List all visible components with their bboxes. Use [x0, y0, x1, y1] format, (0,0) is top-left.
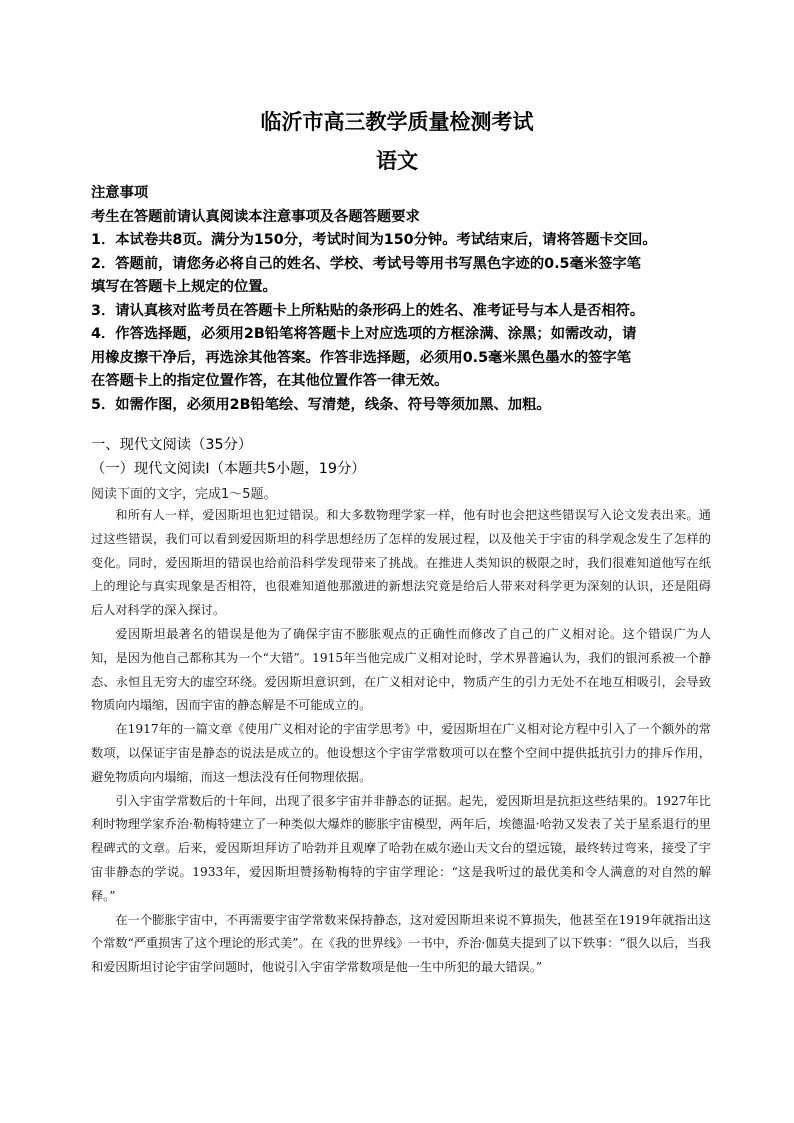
subsection-heading: （一）现代文阅读Ⅰ（本题共5小题，19分）	[91, 461, 366, 477]
notice-heading: 注意事项	[91, 185, 149, 201]
notice-line: 4．作答选择题，必须用2B铅笔将答题卡上对应选项的方框涂满、涂黑；如需改动，请	[91, 326, 637, 342]
notice-line: 填写在答题卡上规定的位置。	[91, 279, 277, 295]
notice-block	[91, 182, 719, 417]
page-title: 临沂市高三教学质量检测考试	[260, 110, 534, 134]
article-paragraph: 爱因斯坦最著名的错误是他为了确保宇宙不膨胀观点的正确性而修改了自己的广义相对论。这个错误广为人知，是因为他自己都称其为一个“大错”。1915年当他完成广义相对论时，学术界普遍认为，我们的银河系被一个静态、永恒且无穷大的虚空环绕。爱因斯坦意识到，在广义相对论中，物质产生的引力无处不在地互相吸引，会导致物质向内塌缩，因而宇宙的静态解是不可能成立的。	[91, 626, 711, 713]
article-paragraph: 在一个膨胀宇宙中，不再需要宇宙学常数来保持静态，这对爱因斯坦来说不算损失，他甚至在1919年就指出这个常数“严重损害了这个理论的形式美”。在《我的世界线》一书中，乔治·伽莫夫提到了以下轶事：“很久以后，当我和爱因斯坦讨论宇宙学问题时，他说引入宇宙学常数项是他一生中所犯的最大错误。”	[91, 912, 711, 975]
notice-line: 在答题卡上的指定位置作答，在其他位置作答一律无效。	[91, 373, 449, 389]
subject-title: 语文	[376, 149, 418, 173]
notice-line: 用橡皮擦干净后，再选涂其他答案。作答非选择题，必须用0.5毫米黑色墨水的签字笔	[91, 349, 632, 366]
article-paragraph: 和所有人一样，爱因斯坦也犯过错误。和大多数物理学家一样，他有时也会把这些错误写入论文发表出来。通过这些错误，我们可以看到爱因斯坦的科学思想经历了怎样的发展过程，以及他关于宇宙的科学观念发生了怎样的变化。同时，爱因斯坦的错误也给前沿科学发现带来了挑战。在推进人类知识的极限之时，我们很难知道他写在纸上的理论与真实现象是否相符，也很难知道他那激进的新想法究竟是给后人带来对科学更为深刻的认识，还是阻碍后人对科学的深入探讨。	[91, 508, 711, 618]
section-heading: 一、现代文阅读（35分）	[91, 437, 253, 453]
reading-article	[91, 504, 711, 980]
article-paragraph: 在1917年的一篇文章《使用广义相对论的宇宙学思考》中，爱因斯坦在广义相对论方程中引入了一个额外的常数项，以保证宇宙是静态的说法是成立的。他设想这个宇宙学常数项可以在整个空间中提供抵抗引力的排斥作用，避免物质向内塌缩，而这一想法没有任何物理依据。	[91, 722, 711, 784]
notice-line: 1．本试卷共8页。满分为150分，考试时间为150分钟。考试结束后，请将答题卡交回。	[91, 232, 657, 248]
notice-line: 3．请认真核对监考员在答题卡上所粘贴的条形码上的姓名、准考证号与本人是否相符。	[91, 302, 645, 319]
notice-line: 考生在答题前请认真阅读本注意事项及各题答题要求	[91, 208, 420, 225]
notice-line: 5．如需作图，必须用2B铅笔绘、写清楚，线条、符号等须加黑、加粗。	[91, 396, 551, 413]
reading-instruction: 阅读下面的文字，完成1～5题。	[91, 487, 277, 502]
notice-line: 2．答题前，请您务必将自己的姓名、学校、考试号等用书写黑色字迹的0.5毫米签字笔	[91, 255, 641, 272]
article-paragraph: 引入宇宙学常数后的十年间，出现了很多宇宙并非静态的证据。起先，爱因斯坦是抗拒这些结果的。1927年比利时物理学家乔治·勒梅特建立了一种类似大爆炸的膨胀宇宙模型，两年后，埃德温·哈勃又发表了关于星系退行的里程碑式的文章。后来，爱因斯坦拜访了哈勃并且观摩了哈勃在威尔逊山天文台的望远镜，最终转过弯来，接受了宇宙非静态的学说。1933年，爱因斯坦赞扬勒梅特的宇宙学理论：“这是我听过的最优美和令人满意的对自然的解释。”	[91, 793, 711, 903]
